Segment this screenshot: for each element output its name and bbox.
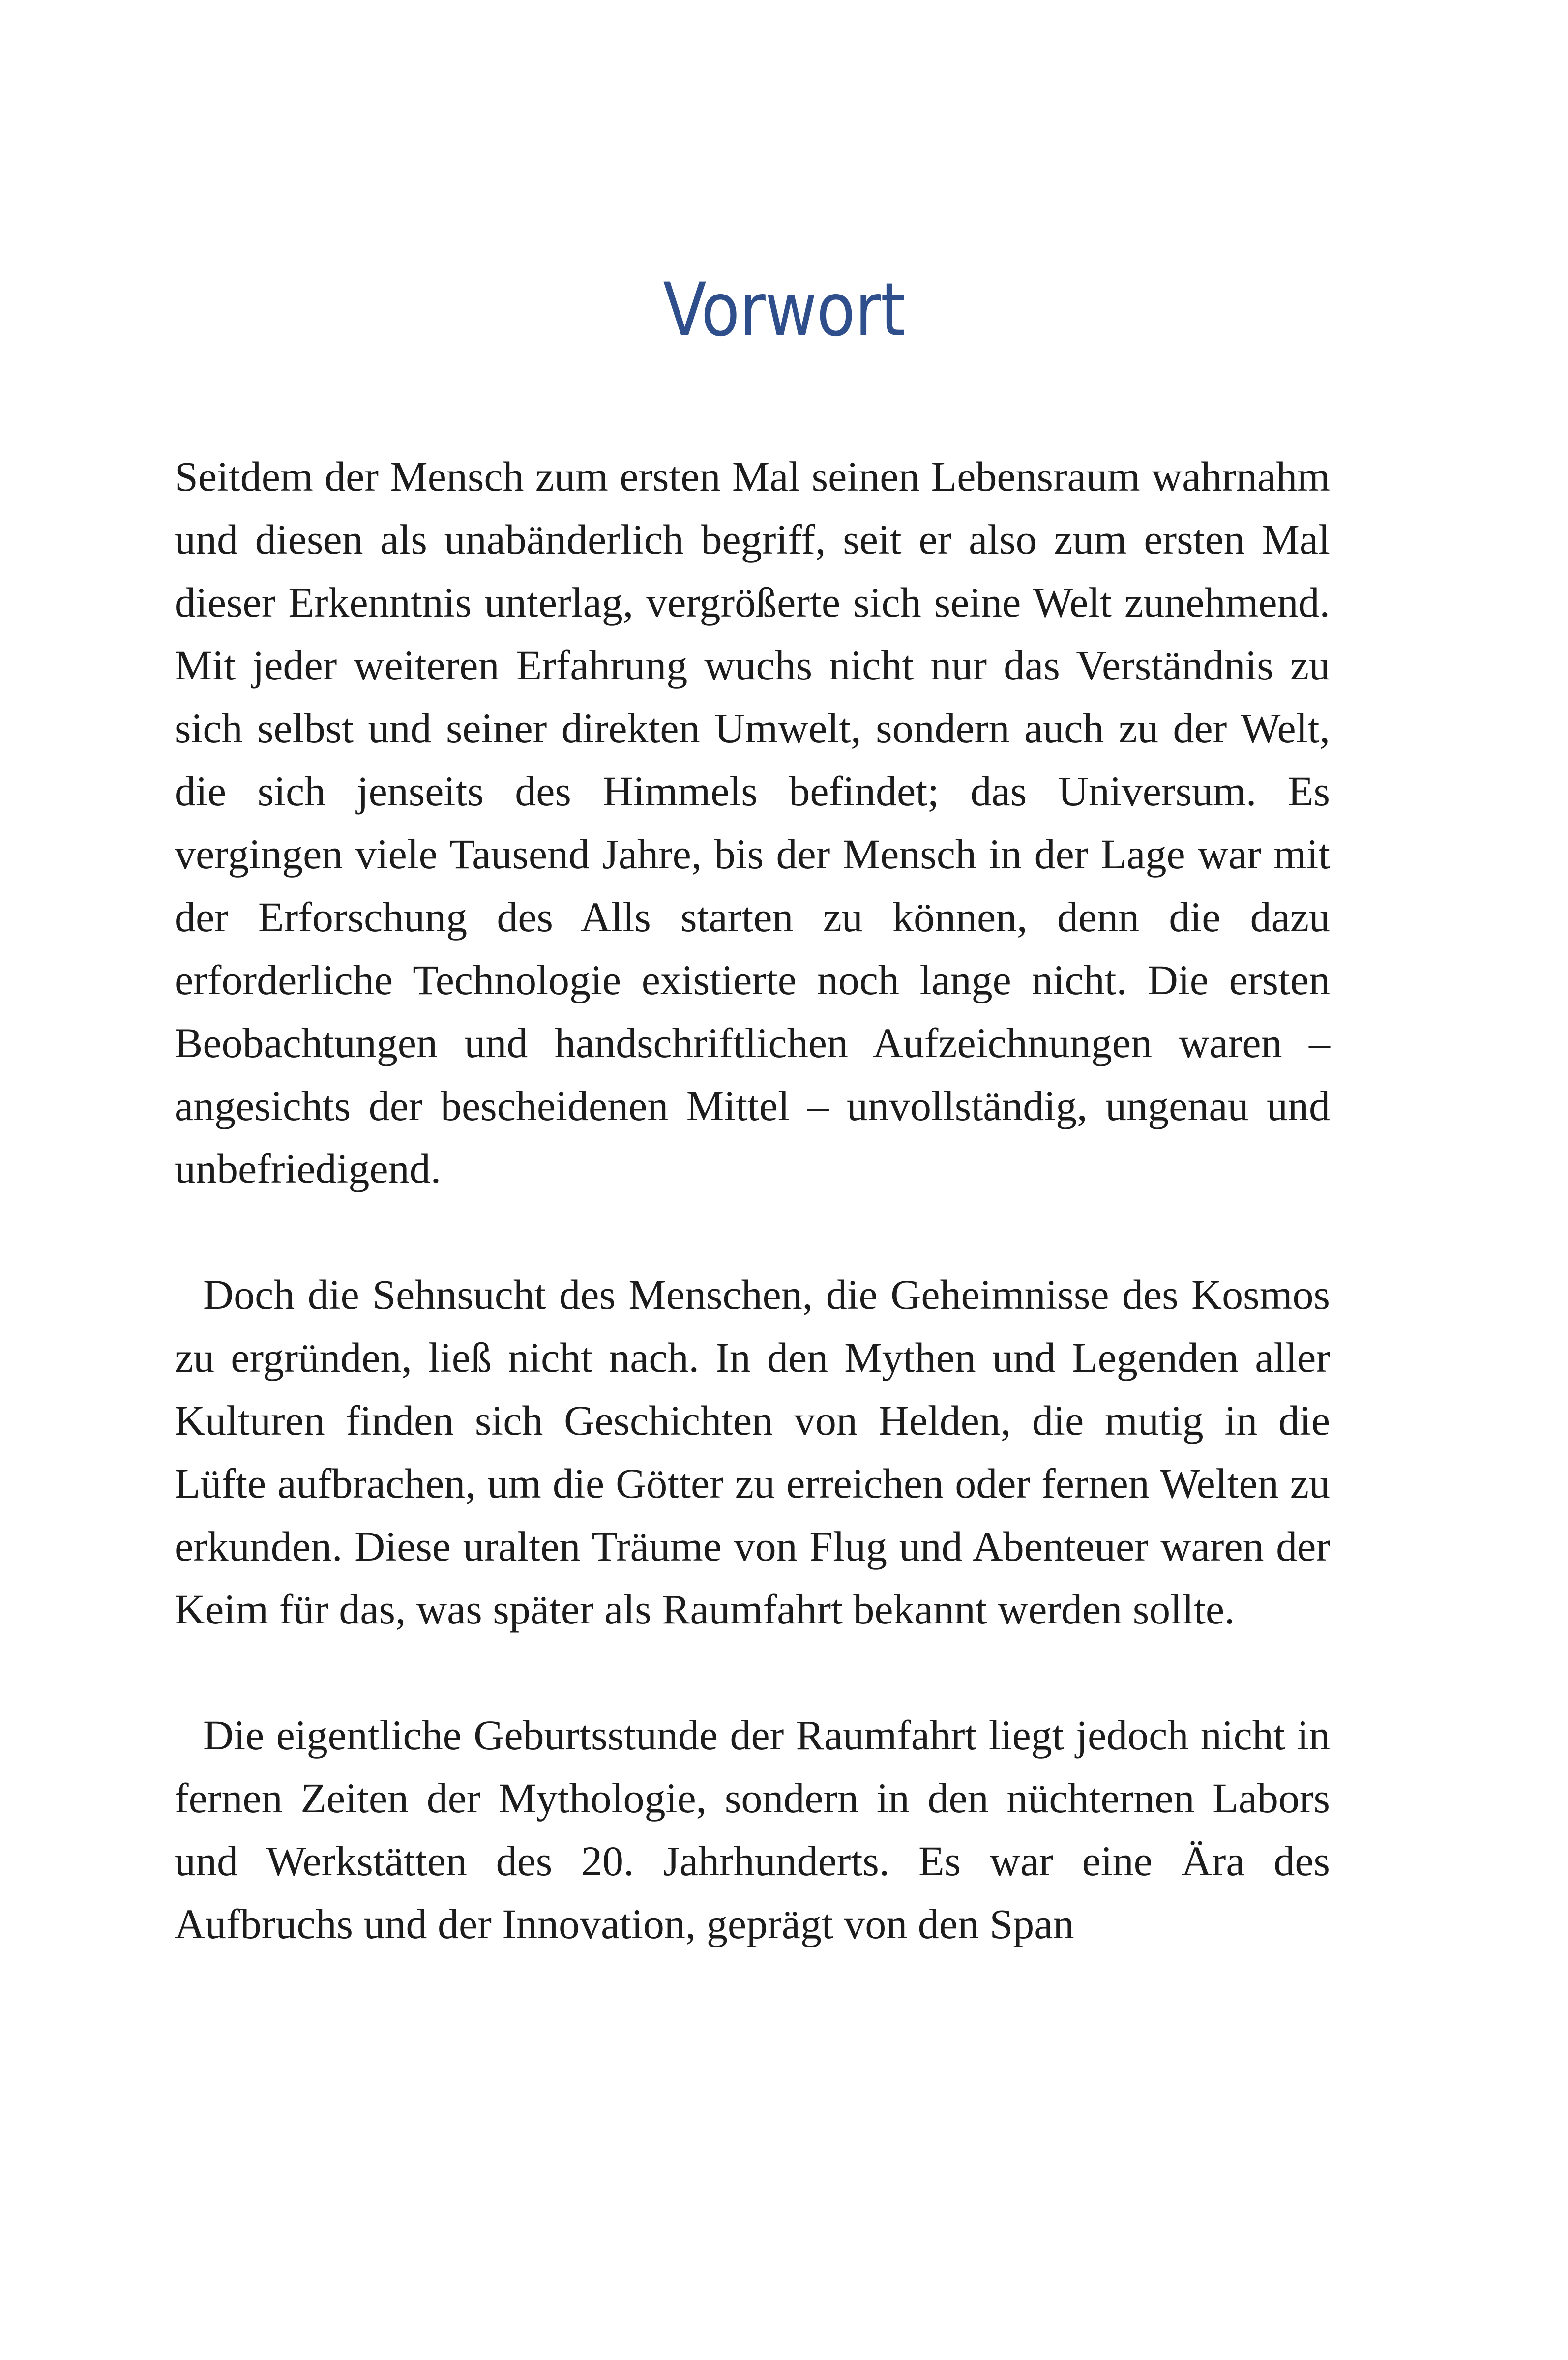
- paragraph-1: Seitdem der Mensch zum ersten Mal seinen Lebensraum wahrnahm und diesen als unabänderlich begriff, seit er also zum ersten Mal dieser Erkenntnis unterlag, vergrößerte sich seine Welt zunehmend. Mit jeder weiteren Erfahrung wuchs nicht nur das Verständnis zu sich selbst und seiner direkten Umwelt, sondern auch zu der Welt, die sich jenseits des Himmels befindet; das Universum. Es vergingen viele Tausend Jahre, bis der Mensch in der Lage war mit der Erforschung des Alls starten zu können, denn die dazu erforderliche Technologie existierte noch lange nicht. Die ersten Beobachtungen und handschriftlichen Aufzeichnungen waren – angesichts der bescheidenen Mittel – unvollständig, ungenau und unbefriedigend.: [175, 453, 1330, 1192]
- chapter-body: [175, 445, 1330, 1955]
- paragraph-2: Doch die Sehnsucht des Menschen, die Geheimnisse des Kosmos zu ergründen, ließ nicht nach. In den Mythen und Legenden aller Kulturen finden sich Geschichten von Helden, die mutig in die Lüfte aufbrachen, um die Götter zu erreichen oder fernen Welten zu erkunden. Diese uralten Träume von Flug und Abenteuer waren der Keim für das, was später als Raumfahrt bekannt werden sollte.: [175, 1271, 1330, 1633]
- chapter-title: Vorwort: [663, 267, 905, 353]
- paragraph-3: Die eigentliche Geburtsstunde der Raumfahrt liegt jedoch nicht in fernen Zeiten der Mythologie, sondern in den nüchternen Labors und Werkstätten des 20. Jahrhunderts. Es war eine Ära des Aufbruchs und der Innovation, geprägt von den Span: [175, 1711, 1330, 1947]
